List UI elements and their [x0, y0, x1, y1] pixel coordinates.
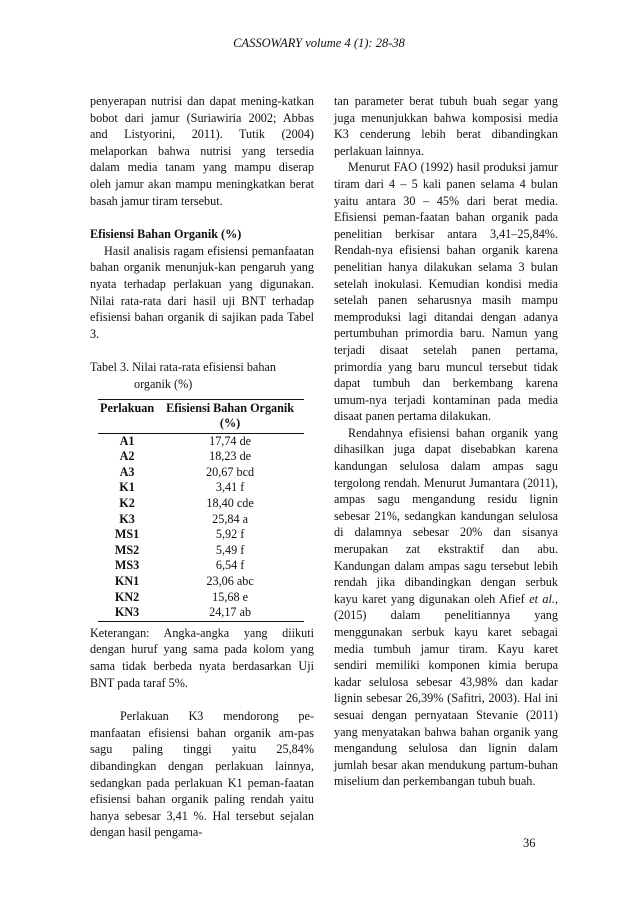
efficiency-value-cell: 15,68 e: [212, 589, 249, 604]
column-header-efficiency: Efisiensi Bahan Organik (%): [156, 399, 304, 433]
efficiency-value-cell: 25,84 a: [212, 511, 249, 526]
efficiency-table: [98, 399, 304, 622]
efficiency-value-cell: 18,23 de: [209, 449, 252, 464]
efficiency-value-cell: 23,06 abc: [206, 574, 254, 589]
table-row: [98, 605, 304, 621]
table-row: [98, 574, 304, 590]
table-row: [98, 496, 304, 512]
efficiency-value-cell: 20,67 bcd: [206, 464, 255, 479]
treatment-cell: A3: [119, 464, 135, 479]
table-caption-line-1: Tabel 3. Nilai rata-rata efisiensi bahan: [90, 360, 276, 375]
efficiency-value-cell: 3,41 f: [215, 480, 245, 495]
treatment-cell: A2: [119, 449, 135, 464]
left-column: [90, 93, 314, 841]
running-header: CASSOWARY volume 4 (1): 28-38: [233, 36, 405, 50]
treatment-cell: MS2: [114, 542, 140, 557]
right-paragraph-2: Menurut FAO (1992) hasil produksi jamur tiram dari 4 – 5 kali panen selama 4 bulan yaitu antara 30 – 45% dari berat media. Efisiensi peman-faatan bahan organik pada penelitian berkisar antara 3,41–25,84%. Rendah-nya efisiensi bahan organik karena penelitian hanya dilakukan selama 3 bulan setelah inokulasi. Kemudian kondisi media setelah panen seharusnya masih mampu memproduksi lagi ditandai dengan adanya pertumbuhan primordia baru. Namun yang terjadi disaat setelah panen pertama, primordia yang baru muncul tersebut tidak dapat tumbuh dan berkembang karena umum-nya terjadi kontaminan pada media disaat panen pertama dilakukan.: [334, 160, 558, 424]
efficiency-value-cell: 6,54 f: [215, 558, 245, 573]
treatment-cell: MS1: [114, 527, 140, 542]
table-row: [98, 433, 304, 449]
treatment-cell: KN3: [98, 605, 156, 621]
left-paragraph-1: penyerapan nutrisi dan dapat mening-katkan bobot dari jamur (Suriawiria 2002; Abbas and Listyorini, 2011). Tutik (2004) melaporkan bahwa nutrisi yang tersedia dalam media tanam yang mampu diserap oleh jamur akan mampu meningkatkan berat basah jamur tiram tersebut.: [90, 94, 314, 208]
treatment-cell: KN2: [114, 589, 140, 604]
table-row: [98, 512, 304, 528]
table-row: [98, 449, 304, 465]
left-paragraph-2: Hasil analisis ragam efisiensi pemanfaatan bahan organik menunjuk-kan pengaruh yang nyata terhadap perlakuan yang digunakan. Nilai rata-rata dari hasil uji BNT terhadap efisiensi bahan organik di sajikan pada Tabel 3.: [90, 243, 314, 341]
right-column: [334, 93, 558, 790]
table-row: [98, 558, 304, 574]
table-row: [98, 465, 304, 481]
column-header-treatment: Perlakuan: [98, 399, 156, 433]
efficiency-value-cell: 24,17 ab: [156, 605, 304, 621]
right-paragraph-3: [334, 425, 558, 790]
table-row: [98, 527, 304, 543]
efficiency-value-cell: 17,74 de: [209, 433, 252, 448]
treatment-cell: K2: [119, 496, 135, 511]
left-paragraph-3: Perlakuan K3 mendorong pe-manfaatan efisiensi bahan organik am-pas sagu paling tinggi yaitu 25,84% dibandingkan dengan perlakuan lainnya, sedangkan pada perlakuan K1 peman-faatan efisiensi bahan organik paling rendah yaitu hanya sebesar 3,41 %. Hal tersebut sejalan dengan hasil pengama-: [90, 709, 314, 840]
et-al-citation: et al.,: [529, 591, 558, 606]
table-caption: [90, 359, 314, 392]
efficiency-value-cell: 5,92 f: [215, 527, 245, 542]
treatment-cell: MS3: [114, 558, 140, 573]
treatment-cell: K3: [119, 511, 135, 526]
table-row: [98, 543, 304, 559]
treatment-cell: KN1: [114, 574, 140, 589]
table-row: [98, 590, 304, 606]
treatment-cell: K1: [119, 480, 135, 495]
section-heading: Efisiensi Bahan Organik (%): [90, 227, 242, 242]
table-note: Keterangan: Angka-angka yang diikuti dengan huruf yang sama pada kolom yang sama tidak berbeda nyata berdasarkan Uji BNT pada taraf 5%.: [90, 625, 314, 690]
table-row: [98, 480, 304, 496]
page-number: 36: [523, 836, 536, 850]
efficiency-value-cell: 5,49 f: [215, 542, 245, 557]
treatment-cell: A1: [119, 433, 135, 448]
paragraph-3-text-b: (2015) dalam penelitiannya yang menggunakan serbuk kayu karet sebagai media tumbuh jamur tiram. Kayu karet sendiri memiliki komponen kimia berupa kadar selulosa sebesar 43,98% dan kadar lignin sebesar 26,39% (Safitri, 2003). Hal ini sesuai dengan pernyataan Stevanie (2011) yang menyatakan bahwa bahan organik yang mengandung selulosa dan lignin dalam jumlah besar akan mendukung partum-buhan miselium dan perkembangan tubuh buah.: [334, 608, 558, 789]
efficiency-value-cell: 18,40 cde: [206, 496, 254, 511]
paragraph-3-text-a: Rendahnya efisiensi bahan organik yang dihasilkan juga dapat disebabkan karena kandungan selulosa dalam ampas sagu tergolong rendah. Menurut Jumantara (2011), ampas sagu mengandung residu lignin sebesar 21%, sedangkan kandungan selulosa di dalamnya sebesar 20% dan sisanya merupakan zat ekstraktif dan abu. Kandungan dalam ampas sagu tersebut lebih rendah jika dibandingkan dengan serbuk kayu karet yang digunakan oleh Afief: [334, 425, 558, 606]
right-paragraph-1: tan parameter berat tubuh buah segar yang juga menunjukkan bahwa komposisi media K3 cenderung lebih berat dibandingkan perlakuan lainnya.: [334, 94, 558, 158]
table-caption-line-2: organik (%): [134, 376, 193, 391]
